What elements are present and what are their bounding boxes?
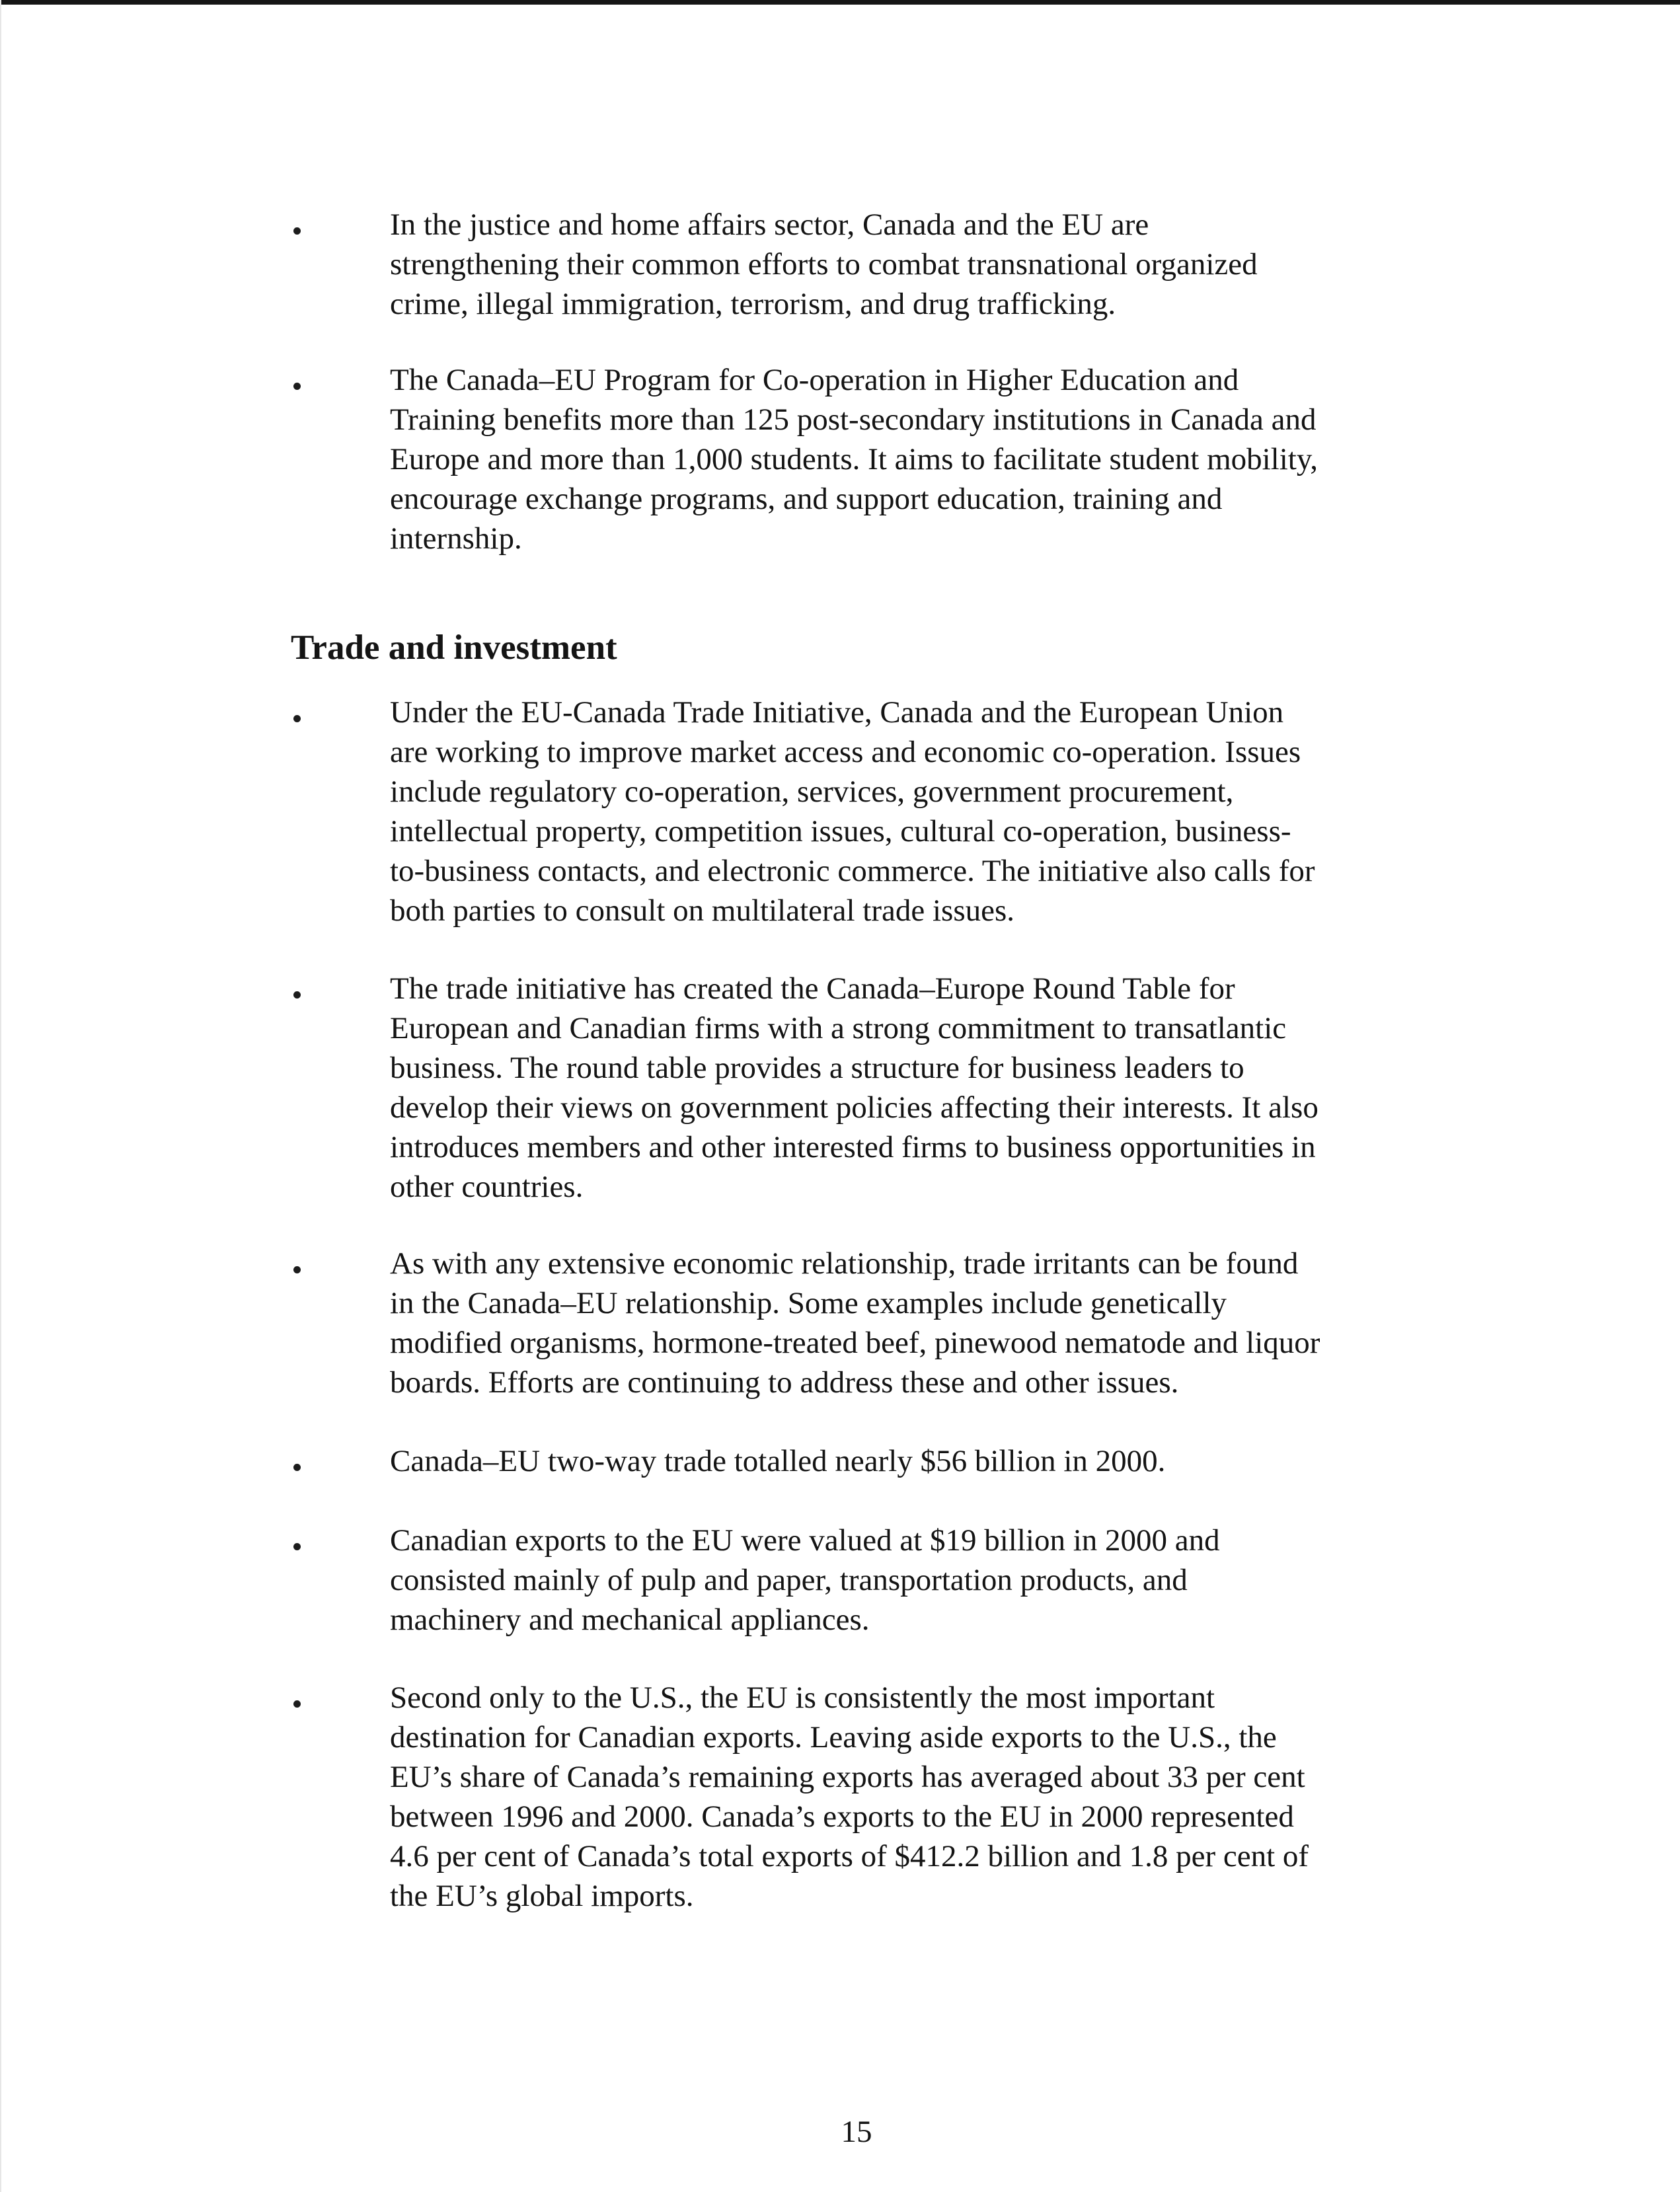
text-line: crime, illegal immigration, terrorism, and drug trafficking. (390, 287, 1116, 321)
text-line: encourage exchange programs, and support education, training and (390, 482, 1223, 516)
text-line: European and Canadian firms with a strong commitment to transatlantic (390, 1011, 1287, 1045)
text-line: 4.6 per cent of Canada’s total exports of $412.2 billion and 1.8 per cent of (390, 1839, 1309, 1873)
text-line: business. The round table provides a structure for business leaders to (390, 1051, 1244, 1085)
text-line: other countries. (390, 1170, 584, 1204)
text-line: strengthening their common efforts to combat transnational organized (390, 247, 1258, 282)
page-number: 15 (841, 2115, 872, 2149)
text-line: to-business contacts, and electronic commerce. The initiative also calls for (390, 854, 1315, 888)
bullet-icon (293, 1464, 301, 1471)
text-line: The Canada–EU Program for Co-operation in Higher Education and (390, 363, 1239, 397)
text-line: intellectual property, competition issues, cultural co-operation, business- (390, 814, 1291, 849)
text-line: Under the EU-Canada Trade Initiative, Canada and the European Union (390, 695, 1284, 730)
bullet-text (390, 1244, 1421, 1402)
bullet-icon (293, 383, 301, 390)
text-line: the EU’s global imports. (390, 1879, 694, 1913)
text-line: As with any extensive economic relationship, trade irritants can be found (390, 1246, 1299, 1281)
bullet-icon (293, 715, 301, 722)
text-line: develop their views on government policies affecting their interests. It also (390, 1090, 1318, 1125)
text-line: Canada–EU two-way trade totalled nearly $56 billion in 2000. (390, 1444, 1166, 1478)
text-line: Second only to the U.S., the EU is consistently the most important (390, 1681, 1215, 1715)
text-line: boards. Efforts are continuing to address these and other issues. (390, 1365, 1179, 1400)
bullet-text (390, 1521, 1421, 1640)
bullet-icon (293, 227, 301, 235)
text-line: internship. (390, 521, 522, 556)
text-line: introduces members and other interested firms to business opportunities in (390, 1130, 1316, 1164)
text-line: Europe and more than 1,000 students. It aims to facilitate student mobility, (390, 442, 1318, 476)
text-line: The trade initiative has created the Canada–Europe Round Table for (390, 971, 1235, 1006)
bullet-icon (293, 1700, 301, 1708)
text-line: EU’s share of Canada’s remaining exports has averaged about 33 per cent (390, 1760, 1305, 1794)
text-line: Training benefits more than 125 post-secondary institutions in Canada and (390, 402, 1317, 437)
bullet-icon (293, 991, 301, 999)
text-line: machinery and mechanical appliances. (390, 1603, 870, 1637)
bullet-text (390, 693, 1421, 930)
bullet-text (390, 205, 1421, 324)
bullet-icon (293, 1266, 301, 1273)
bullet-text (390, 1441, 1421, 1481)
bullet-text (390, 360, 1421, 558)
text-line: include regulatory co-operation, services, government procurement, (390, 775, 1234, 809)
section-heading: Trade and investment (291, 628, 617, 667)
text-line: between 1996 and 2000. Canada’s exports to the EU in 2000 represented (390, 1799, 1294, 1834)
bullet-icon (293, 1543, 301, 1550)
text-line: In the justice and home affairs sector, Canada and the EU are (390, 208, 1149, 242)
text-line: both parties to consult on multilateral trade issues. (390, 893, 1015, 928)
text-line: Canadian exports to the EU were valued at $19 billion in 2000 and (390, 1523, 1220, 1558)
bullet-text (390, 969, 1421, 1207)
text-line: consisted mainly of pulp and paper, transportation products, and (390, 1563, 1188, 1597)
bullet-text (390, 1678, 1421, 1916)
text-line: are working to improve market access and economic co-operation. Issues (390, 735, 1301, 769)
text-line: destination for Canadian exports. Leaving aside exports to the U.S., the (390, 1720, 1277, 1755)
text-line: modified organisms, hormone-treated beef, pinewood nematode and liquor (390, 1326, 1320, 1360)
text-line: in the Canada–EU relationship. Some examples include genetically (390, 1286, 1227, 1320)
